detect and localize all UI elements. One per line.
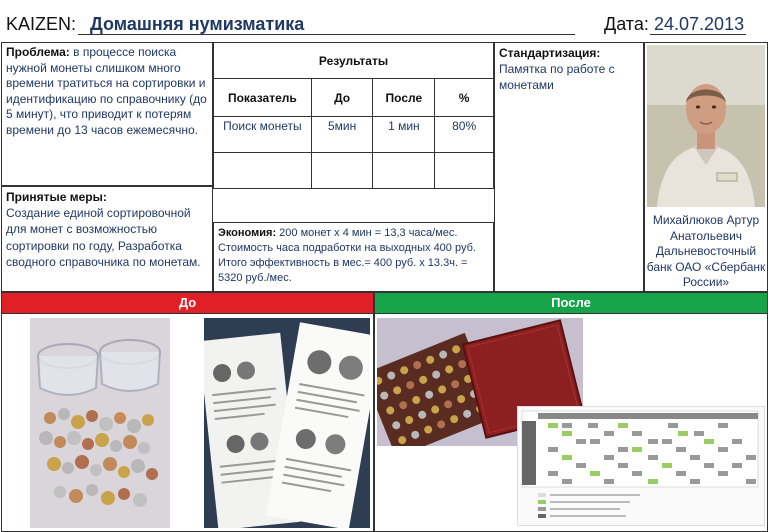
cell-indicator: Поиск монеты — [214, 117, 312, 153]
standard-label: Стандартизация: — [499, 46, 601, 60]
table-row-empty — [214, 153, 494, 189]
economy-line1: 200 монет х 4 мин = 13,3 часа/мес. — [279, 227, 458, 239]
standard-section — [494, 42, 644, 292]
measures-section — [1, 186, 213, 292]
after-panel — [374, 314, 768, 532]
after-band: После — [374, 292, 768, 314]
problem-section — [1, 42, 213, 186]
cell-after: 1 мин — [373, 117, 435, 153]
date-value: 24.07.2013 — [654, 14, 745, 34]
title-underline — [78, 34, 575, 35]
kaizen-label: KAIZEN: — [6, 14, 77, 34]
before-panel — [1, 314, 374, 532]
table-row — [214, 117, 494, 153]
kaizen-title: Домашняя нумизматика — [90, 14, 305, 34]
reference-sheets-photo — [204, 318, 370, 528]
date-underline — [650, 34, 746, 35]
results-title: Результаты — [214, 43, 494, 79]
measures-text: Создание единой сортировочной для монет с возможностью сортировки по году, Разработка сводного справочника по монетам. — [6, 206, 201, 269]
problem-text: в процессе поиска нужной монеты слишком много времени тратиться на сортировки и идентификацию по справочнику (до 5 минут), что приводит к потерям времени до 13 часов ежемесячно. — [6, 45, 207, 137]
standard-text: Памятка по работе с монетами — [499, 62, 615, 92]
results-table — [213, 42, 494, 189]
measures-label: Принятые меры: — [6, 190, 107, 204]
reference-grid-photo — [517, 406, 765, 526]
col-indicator: Показатель — [214, 79, 312, 117]
economy-section — [213, 222, 494, 292]
problem-label: Проблема: — [6, 45, 70, 59]
person-photo-illustration — [647, 45, 765, 207]
person-caption: Михайлюков Артур Анатольевич Дальневосточный банк ОАО «Сбербанк России» — [646, 213, 766, 289]
person-section — [644, 42, 768, 292]
cell-before: 5мин — [311, 117, 373, 153]
economy-line2: Стоимость часа подработки на выходных 400 руб. — [218, 242, 476, 254]
date-label: Дата: — [604, 14, 649, 34]
header — [0, 0, 768, 42]
coins-jars-photo — [30, 318, 170, 528]
reference-grid-illustration — [518, 407, 764, 525]
economy-label: Экономия: — [218, 227, 277, 239]
before-band: До — [1, 292, 374, 314]
coins-jars-illustration — [30, 318, 170, 528]
col-after: После — [373, 79, 435, 117]
reference-sheets-illustration — [204, 318, 370, 528]
person-photo — [647, 45, 765, 207]
economy-line3: Итого эффективность в мес.= 400 руб. х 13.3ч. = 5320 руб./мес. — [218, 257, 468, 284]
col-percent: % — [435, 79, 494, 117]
col-before: До — [311, 79, 373, 117]
cell-percent: 80% — [435, 117, 494, 153]
